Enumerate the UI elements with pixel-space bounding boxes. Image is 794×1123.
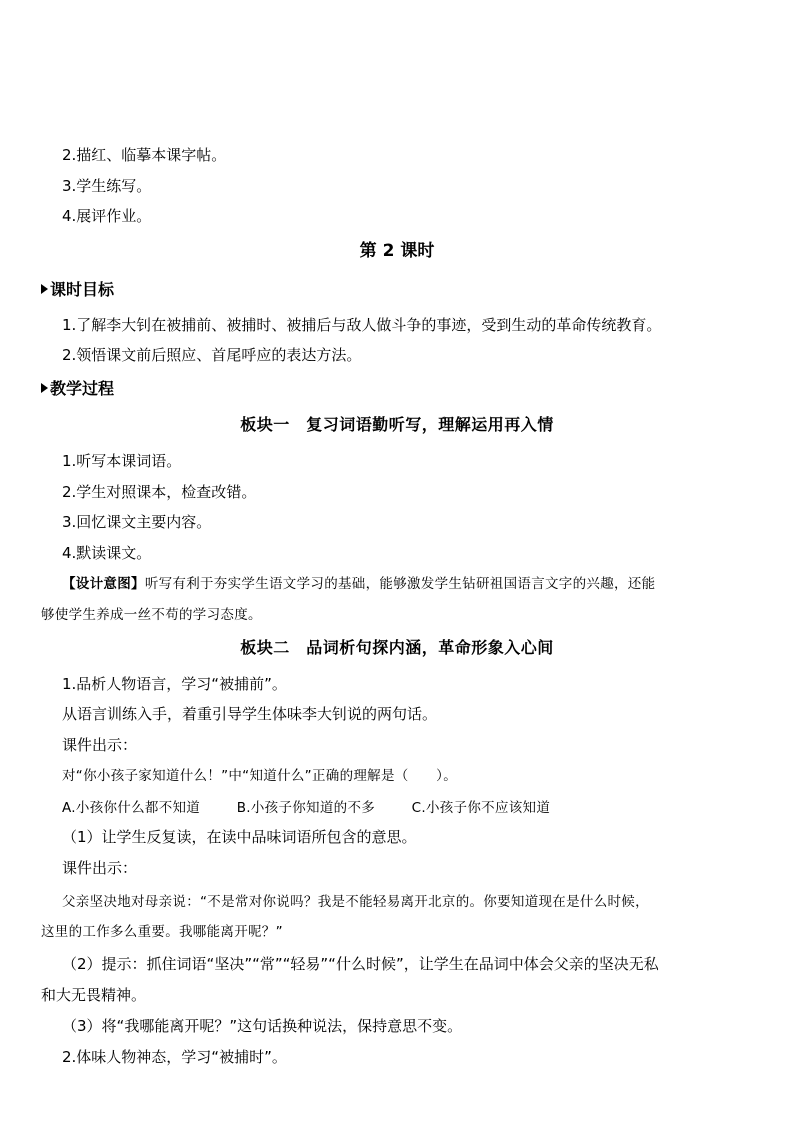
list-item: 2.学生对照课本，检查改错。 bbox=[62, 483, 257, 501]
lesson-title: 第 2 课时 bbox=[359, 241, 435, 261]
section-process-heading bbox=[41, 378, 114, 400]
list-item: 2.体味人物神态，学习“被捕时”。 bbox=[62, 1048, 287, 1066]
list-item: 1.听写本课词语。 bbox=[62, 452, 182, 470]
list-item: 3.回忆课文主要内容。 bbox=[62, 513, 212, 531]
courseware-label: 课件出示： bbox=[62, 859, 138, 877]
goals-heading-text: 课时目标 bbox=[50, 280, 115, 299]
list-item: 1.品析人物语言，学习“被捕前”。 bbox=[62, 675, 287, 693]
quote-line-continued: 这里的工作多么重要。我哪能离开呢？” bbox=[41, 924, 283, 940]
section-goals-heading bbox=[41, 279, 114, 301]
option-b: B.小孩子你知道的不多 bbox=[236, 800, 376, 816]
quiz-options bbox=[62, 797, 582, 819]
block-one-title: 板块一 复习词语勤听写，理解运用再入情 bbox=[240, 415, 554, 434]
paragraph: 从语言训练入手，着重引导学生体味李大钊说的两句话。 bbox=[62, 705, 438, 723]
triangle-bullet-icon bbox=[41, 383, 48, 393]
quote-line: 父亲坚决地对母亲说：“不是常对你说吗？我是不能轻易离开北京的。你要知道现在是什么时候， bbox=[62, 894, 649, 910]
block-two-title: 板块二 品词析句探内涵，革命形象入心间 bbox=[240, 638, 554, 657]
design-intent-text: 听写有利于夯实学生语文学习的基础，能够激发学生钻研祖国语言文字的兴趣，还能 bbox=[144, 576, 656, 592]
step-show-homework: 4.展评作业。 bbox=[62, 207, 152, 225]
goal-item: 1.了解李大钊在被捕前、被捕时、被捕后与敌人做斗争的事迹，受到生动的革命传统教育。 bbox=[62, 316, 662, 334]
list-item: 4.默读课文。 bbox=[62, 544, 152, 562]
process-heading-text: 教学过程 bbox=[50, 379, 115, 398]
step-trace-copybook: 2.描红、临摹本课字帖。 bbox=[62, 146, 227, 164]
option-c: C.小孩子你不应该知道 bbox=[411, 800, 551, 816]
triangle-bullet-icon bbox=[41, 284, 48, 294]
paragraph: （3）将“我哪能离开呢？”这句话换种说法，保持意思不变。 bbox=[62, 1017, 463, 1035]
paragraph: （2）提示：抓住词语“坚决”“常”“轻易”“什么时候”，让学生在品词中体会父亲的坚决无私 bbox=[62, 955, 659, 973]
design-intent-label: 【设计意图】 bbox=[62, 576, 145, 592]
courseware-label: 课件出示： bbox=[62, 736, 138, 754]
paragraph: （1）让学生反复读，在读中品味词语所包含的意思。 bbox=[62, 828, 417, 846]
step-student-practice: 3.学生练写。 bbox=[62, 177, 152, 195]
quiz-question: 对“你小孩子家知道什么！”中“知道什么”正确的理解是（ ）。 bbox=[62, 768, 458, 784]
paragraph-continued: 和大无畏精神。 bbox=[41, 986, 147, 1004]
design-intent-continued: 够使学生养成一丝不苟的学习态度。 bbox=[41, 607, 262, 623]
option-a: A.小孩你什么都不知道 bbox=[62, 800, 201, 816]
design-intent-paragraph bbox=[62, 573, 655, 595]
goal-item: 2.领悟课文前后照应、首尾呼应的表达方法。 bbox=[62, 346, 362, 364]
